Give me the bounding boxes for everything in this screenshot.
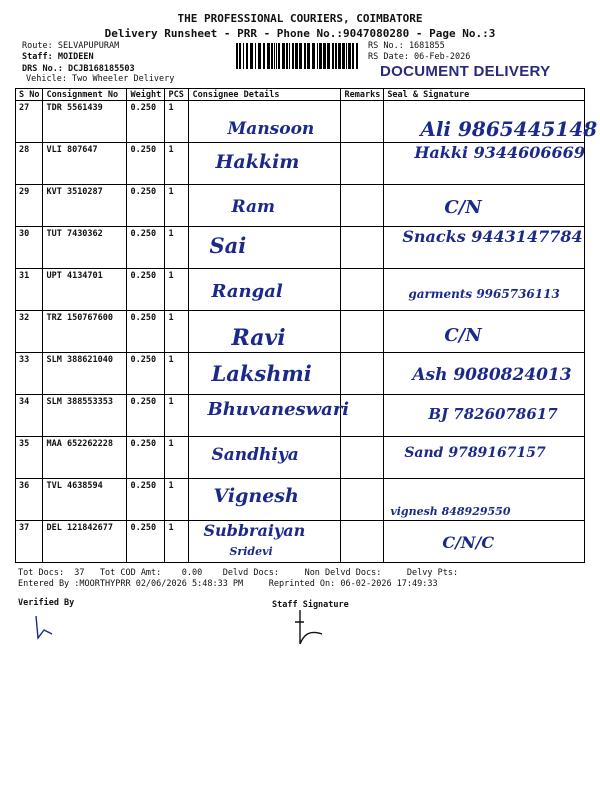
cell-consignment-no: TUT 7430362 [43, 227, 127, 269]
table-row [16, 269, 585, 311]
cell-weight: 0.250 [127, 185, 165, 227]
seal-handwriting: Snacks 9443147784 [402, 227, 583, 246]
table-row [16, 437, 585, 479]
col-consignment: Consignment No [43, 89, 127, 101]
staff: Staff: MOIDEEN [22, 52, 94, 62]
cell-sno: 29 [16, 185, 43, 227]
barcode-bar [304, 43, 306, 69]
cell-consignee [189, 479, 341, 521]
consignee-handwriting: Vignesh [213, 485, 299, 507]
barcode-bar [243, 43, 244, 69]
cell-remarks [341, 269, 384, 311]
barcode-bar [342, 43, 345, 69]
barcode-bar [282, 43, 285, 69]
cell-remarks [341, 521, 384, 563]
barcode-bar [292, 43, 294, 69]
company-title: THE PROFESSIONAL COURIERS, COIMBATORE [177, 12, 423, 25]
cell-consignment-no: MAA 652262228 [43, 437, 127, 479]
cell-weight: 0.250 [127, 395, 165, 437]
barcode-bar [348, 43, 351, 69]
seal-handwriting: BJ 7826078617 [428, 405, 558, 423]
staff-signature-label: Staff Signature [272, 600, 349, 610]
seal-handwriting: Ash 9080824013 [412, 365, 572, 385]
cell-consignee [189, 227, 341, 269]
seal-handwriting: Hakki 9344606669 [414, 143, 585, 162]
table-row [16, 185, 585, 227]
cell-pcs: 1 [165, 185, 189, 227]
document-delivery-stamp: DOCUMENT DELIVERY [380, 63, 551, 80]
barcode-bar [236, 43, 238, 69]
barcode-bar [319, 43, 322, 69]
seal-handwriting: garments 9965736113 [408, 287, 560, 301]
cell-weight: 0.250 [127, 479, 165, 521]
barcode-bar [250, 43, 253, 69]
table-row [16, 353, 585, 395]
cell-pcs: 1 [165, 143, 189, 185]
cell-seal-signature [384, 269, 585, 311]
cell-weight: 0.250 [127, 227, 165, 269]
cell-sno: 37 [16, 521, 43, 563]
rs-no: RS No.: 1681855 [368, 41, 445, 51]
col-remarks: Remarks [341, 89, 384, 101]
barcode-bar [267, 43, 270, 69]
cell-consignment-no: TRZ 150767600 [43, 311, 127, 353]
seal-handwriting: C/N/C [442, 533, 495, 552]
cell-sno: 27 [16, 101, 43, 143]
cell-consignee [189, 521, 341, 563]
barcode-bar [307, 43, 310, 69]
barcode-bar [246, 43, 248, 69]
barcode-bar [286, 43, 288, 69]
cell-sno: 28 [16, 143, 43, 185]
barcode-bar [295, 43, 298, 69]
runsheet-table [15, 88, 598, 563]
cell-consignee [189, 311, 341, 353]
cell-sno: 34 [16, 395, 43, 437]
table-row [16, 311, 585, 353]
seal-handwriting: vignesh 848929550 [390, 505, 511, 518]
col-consignee: Consignee Details [189, 89, 341, 101]
cell-sno: 35 [16, 437, 43, 479]
seal-handwriting: Ali 9865445148 [420, 117, 598, 141]
cell-weight: 0.250 [127, 311, 165, 353]
barcode-bar [327, 43, 330, 69]
cell-consignee [189, 269, 341, 311]
barcode-bar [317, 43, 318, 69]
seal-handwriting: Sand 9789167157 [404, 445, 546, 461]
barcode-bar [239, 43, 241, 69]
cell-consignee [189, 395, 350, 437]
entered-by-line: Entered By :MOORTHYPRR 02/06/2026 5:48:33 PM Reprinted On: 06-02-2026 17:49:33 [18, 579, 438, 589]
cell-sno: 32 [16, 311, 43, 353]
cell-consignment-no: KVT 3510287 [43, 185, 127, 227]
cell-seal-signature [384, 311, 585, 353]
cell-consignment-no: SLM 388553353 [43, 395, 127, 437]
cell-seal-signature [384, 521, 585, 563]
cell-pcs: 1 [165, 311, 189, 353]
barcode-bar [323, 43, 326, 69]
barcode-bar [332, 43, 334, 69]
cell-seal-signature [384, 437, 585, 479]
cell-pcs: 1 [165, 395, 189, 437]
vehicle: Vehicle: Two Wheeler Delivery [26, 74, 175, 84]
cell-sno: 31 [16, 269, 43, 311]
cell-pcs: 1 [165, 353, 189, 395]
cell-weight: 0.250 [127, 353, 165, 395]
cell-pcs: 1 [165, 227, 189, 269]
barcode-bar [346, 43, 347, 69]
cell-seal-signature [384, 395, 585, 437]
verified-by-label: Verified By [18, 598, 75, 608]
cell-remarks [341, 353, 384, 395]
cell-seal-signature [384, 101, 598, 143]
cell-consignment-no: TDR 5561439 [43, 101, 127, 143]
cell-remarks [341, 101, 384, 143]
cell-consignment-no: VLI 807647 [43, 143, 127, 185]
cell-seal-signature [384, 227, 585, 269]
drs-no: DRS No.: DCJB168185503 [22, 64, 135, 74]
barcode-bar [258, 43, 261, 69]
consignee-handwriting: Ram [231, 197, 276, 217]
table-header-row [16, 89, 585, 101]
cell-consignee [189, 143, 341, 185]
barcode-bar [274, 43, 275, 69]
cell-consignment-no: SLM 388621040 [43, 353, 127, 395]
consignee-handwriting: Sandhiya [211, 445, 299, 465]
barcode-bar [299, 43, 302, 69]
cell-sno: 33 [16, 353, 43, 395]
cell-seal-signature [384, 143, 585, 185]
barcode-bar [255, 43, 256, 69]
consignee-handwriting-2: Sridevi [229, 545, 273, 558]
table-row [16, 479, 585, 521]
col-sno: S No [16, 89, 43, 101]
cell-consignee [189, 353, 341, 395]
cell-remarks [341, 437, 384, 479]
consignee-handwriting: Bhuvaneswari [207, 399, 350, 420]
cell-weight: 0.250 [127, 143, 165, 185]
barcode-bar [312, 43, 315, 69]
seal-handwriting: C/N [444, 325, 482, 346]
rs-date: RS Date: 06-Feb-2026 [368, 52, 471, 62]
consignee-handwriting: Mansoon [227, 119, 315, 139]
cell-weight: 0.250 [127, 101, 165, 143]
col-pcs: PCS [165, 89, 189, 101]
cell-seal-signature [384, 185, 585, 227]
route: Route: SELVAPUPURAM [22, 41, 120, 51]
cell-seal-signature [384, 479, 585, 521]
cell-consignment-no: UPT 4134701 [43, 269, 127, 311]
table-row [16, 395, 585, 437]
seal-handwriting: C/N [444, 197, 482, 218]
cell-weight: 0.250 [127, 269, 165, 311]
consignee-handwriting: Ravi [231, 325, 286, 351]
cell-sno: 36 [16, 479, 43, 521]
cell-remarks [341, 227, 384, 269]
barcode-bar [263, 43, 265, 69]
cell-pcs: 1 [165, 479, 189, 521]
barcode-bar [338, 43, 341, 69]
barcode-bar [271, 43, 273, 69]
barcode-bar [276, 43, 277, 69]
table-row [16, 227, 585, 269]
consignee-handwriting: Lakshmi [211, 361, 312, 386]
cell-remarks [341, 395, 384, 437]
runsheet-title: Delivery Runsheet - PRR - Phone No.:9047080280 - Page No.:3 [104, 27, 496, 40]
table-row [16, 521, 585, 563]
barcode-bar [356, 43, 358, 69]
barcode [236, 43, 360, 69]
barcode-bar [352, 43, 354, 69]
consignee-handwriting: Subbraiyan [203, 521, 306, 540]
cell-seal-signature [384, 353, 585, 395]
cell-pcs: 1 [165, 101, 189, 143]
cell-consignment-no: TVL 4638594 [43, 479, 127, 521]
cell-pcs: 1 [165, 437, 189, 479]
cell-weight: 0.250 [127, 521, 165, 563]
consignee-handwriting: Sai [209, 233, 247, 258]
staff-signature-mark [292, 608, 328, 648]
barcode-bar [278, 43, 280, 69]
cell-pcs: 1 [165, 269, 189, 311]
cell-consignee [189, 185, 341, 227]
cell-remarks [341, 479, 384, 521]
consignee-handwriting: Rangal [211, 281, 283, 302]
col-seal: Seal & Signature [384, 89, 585, 101]
col-weight: Weight [127, 89, 165, 101]
table-row [16, 101, 585, 143]
table-row [16, 143, 585, 185]
totals-line: Tot Docs: 37 Tot COD Amt: 0.00 Delvd Docs: Non Delvd Docs: Delvy Pts: [18, 568, 459, 578]
cell-sno: 30 [16, 227, 43, 269]
verified-signature-mark [30, 612, 60, 642]
cell-consignment-no: DEL 121842677 [43, 521, 127, 563]
cell-weight: 0.250 [127, 437, 165, 479]
cell-consignee [189, 101, 341, 143]
cell-consignee [189, 437, 341, 479]
cell-remarks [341, 311, 384, 353]
barcode-bar [289, 43, 290, 69]
barcode-bar [335, 43, 337, 69]
cell-remarks [341, 143, 384, 185]
cell-pcs: 1 [165, 521, 189, 563]
cell-remarks [341, 185, 384, 227]
consignee-handwriting: Hakkim [215, 151, 300, 173]
